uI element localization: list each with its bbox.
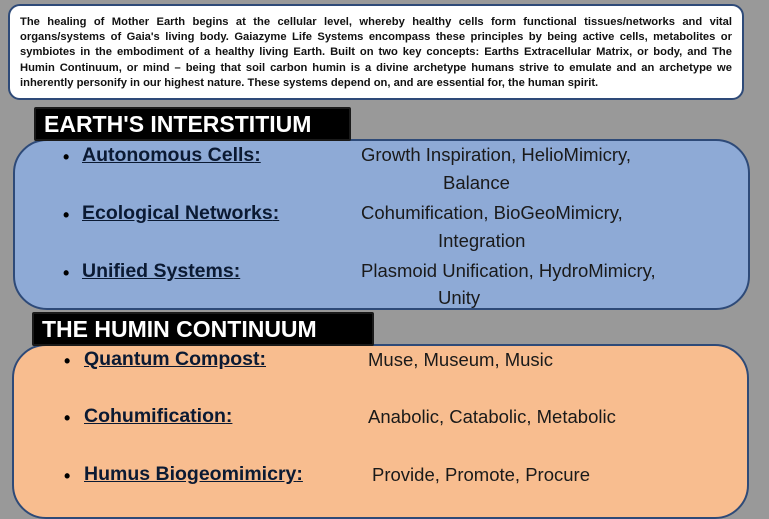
term-cohumification: Cohumification:	[84, 405, 233, 427]
desc-humus-biogeomimicry: Provide, Promote, Procure	[372, 464, 590, 485]
bullet-icon: •	[63, 147, 70, 167]
desc-unified-systems: Plasmoid Unification, HydroMimicry,	[361, 260, 656, 281]
term-ecological-networks: Ecological Networks:	[82, 202, 280, 224]
desc-cohumification: Anabolic, Catabolic, Metabolic	[368, 406, 616, 427]
section-header-humin-continuum: THE HUMIN CONTINUUM	[32, 312, 374, 346]
desc-autonomous-cells: Growth Inspiration, HelioMimicry,	[361, 144, 632, 165]
panel-earths-interstitium	[13, 139, 750, 310]
bullet-icon: •	[63, 263, 70, 283]
desc2-autonomous-cells: Balance	[443, 172, 510, 193]
desc2-unified-systems: Unity	[438, 287, 481, 308]
intro-text-box	[8, 4, 744, 100]
desc-ecological-networks: Cohumification, BioGeoMimicry,	[361, 202, 623, 223]
bullet-icon: •	[64, 408, 71, 428]
desc-quantum-compost: Muse, Museum, Music	[368, 349, 554, 370]
term-humus-biogeomimicry: Humus Biogeomimicry:	[84, 463, 303, 485]
bullet-icon: •	[63, 205, 70, 225]
term-unified-systems: Unified Systems:	[82, 260, 241, 282]
panel-humin-continuum	[12, 344, 749, 519]
intro-paragraph: The healing of Mother Earth begins at the cellular level, whereby healthy cells form functional tissues/networks and vital organs/systems of Gaia's living body. Gaiazyme Life Systems encompass these principles by being active cells, metabolites or symbiotes in the embodiment of a healthy living Earth. Built on two key concepts: Earths Extracellular Matrix, or body, and The Humin Continuum, or mind – being that soil carbon humin is a divine archetype humans strive to emulate and an archetype we inherently personify in our highest nature. These systems depend on, and are essential for, the human spirit.	[20, 16, 732, 89]
desc2-ecological-networks: Integration	[438, 230, 526, 251]
bullet-icon: •	[64, 466, 71, 486]
term-quantum-compost: Quantum Compost:	[84, 348, 266, 370]
bullet-icon: •	[64, 351, 71, 371]
section-header-earths-interstitium: EARTH'S INTERSTITIUM	[34, 107, 351, 141]
term-autonomous-cells: Autonomous Cells:	[82, 144, 261, 166]
